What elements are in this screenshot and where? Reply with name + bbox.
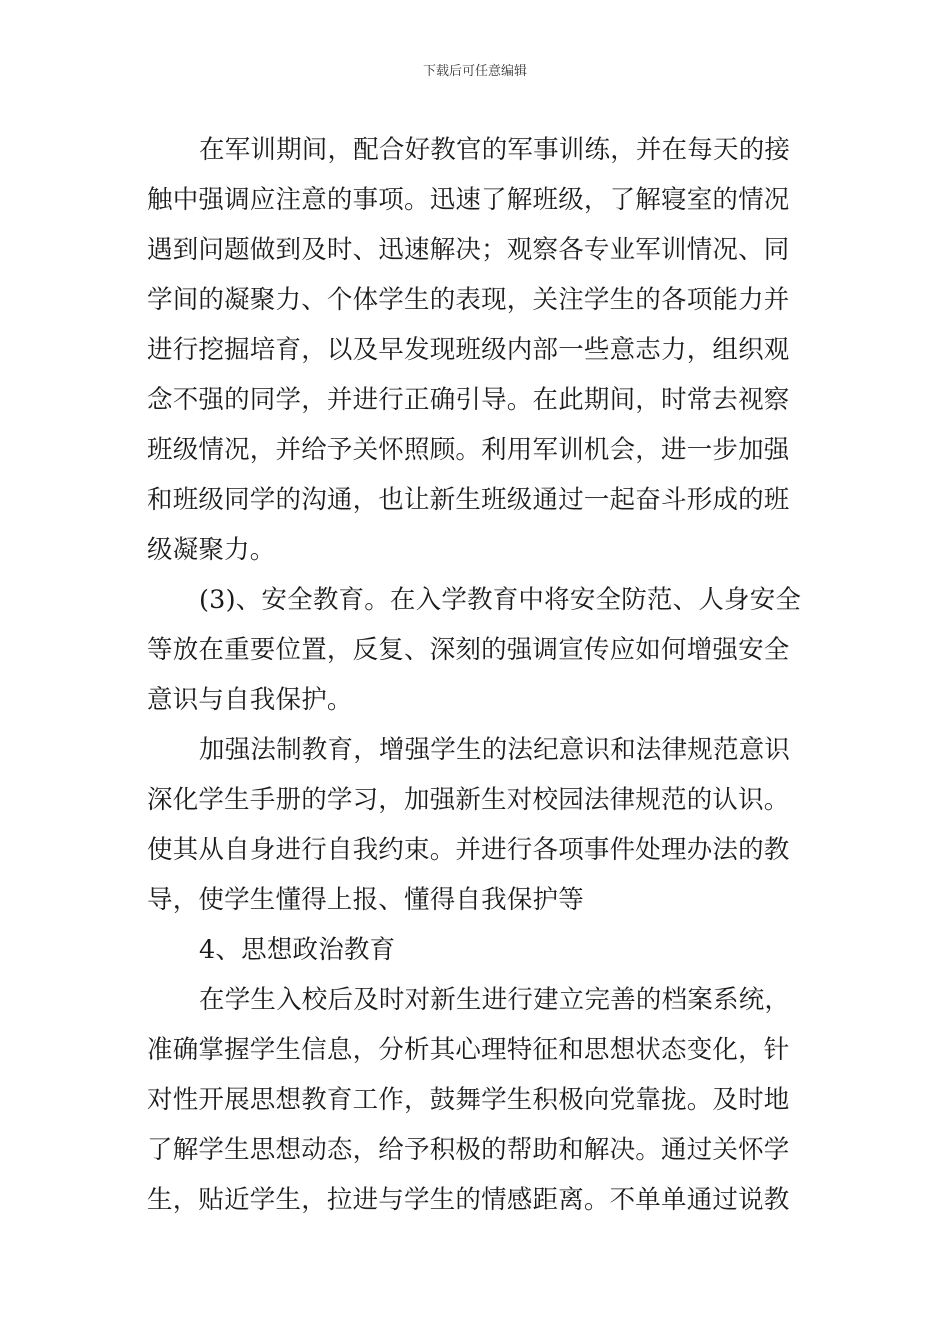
section-heading: 4、思想政治教育 [199, 935, 396, 965]
text-line: 意识与自我保护。 [147, 685, 353, 715]
text-line: 加强法制教育，增强学生的法纪意识和法律规范意识 [199, 735, 791, 765]
text-line: 对性开展思想教育工作，鼓舞学生积极向党靠拢。及时地 [147, 1085, 790, 1115]
text-line: 触中强调应注意的事项。迅速了解班级，了解寝室的情况 [147, 185, 790, 215]
text-line: 准确掌握学生信息，分析其心理特征和思想状态变化，针 [147, 1035, 790, 1065]
text-line: 导，使学生懂得上报、懂得自我保护等 [147, 885, 584, 915]
text-line: 在学生入校后及时对新生进行建立完善的档案系统， [199, 985, 791, 1015]
text-line: (3)、安全教育。在入学教育中将安全防范、人身安全 [199, 585, 802, 615]
text-line: 遇到问题做到及时、迅速解决；观察各专业军训情况、同 [147, 235, 790, 265]
text-line: 生，贴近学生，拉进与学生的情感距离。不单单通过说教 [147, 1185, 790, 1215]
text-line: 了解学生思想动态，给予积极的帮助和解决。通过关怀学 [147, 1135, 790, 1165]
text-line: 班级情况，并给予关怀照顾。利用军训机会，进一步加强 [147, 435, 790, 465]
text-line: 在军训期间，配合好教官的军事训练，并在每天的接 [199, 135, 791, 165]
text-line: 深化学生手册的学习，加强新生对校园法律规范的认识。 [147, 785, 790, 815]
text-line: 念不强的同学，并进行正确引导。在此期间，时常去视察 [147, 385, 790, 415]
text-line: 使其从自身进行自我约束。并进行各项事件处理办法的教 [147, 835, 790, 865]
text-line: 和班级同学的沟通，也让新生班级通过一起奋斗形成的班 [147, 485, 790, 515]
text-line: 级凝聚力。 [147, 535, 276, 565]
text-line: 等放在重要位置，反复、深刻的强调宣传应如何增强安全 [147, 635, 790, 665]
text-line: 学间的凝聚力、个体学生的表现，关注学生的各项能力并 [147, 285, 790, 315]
text-line: 进行挖掘培育，以及早发现班级内部一些意志力，组织观 [147, 335, 790, 365]
page-header: 下载后可任意编辑 [422, 64, 527, 79]
